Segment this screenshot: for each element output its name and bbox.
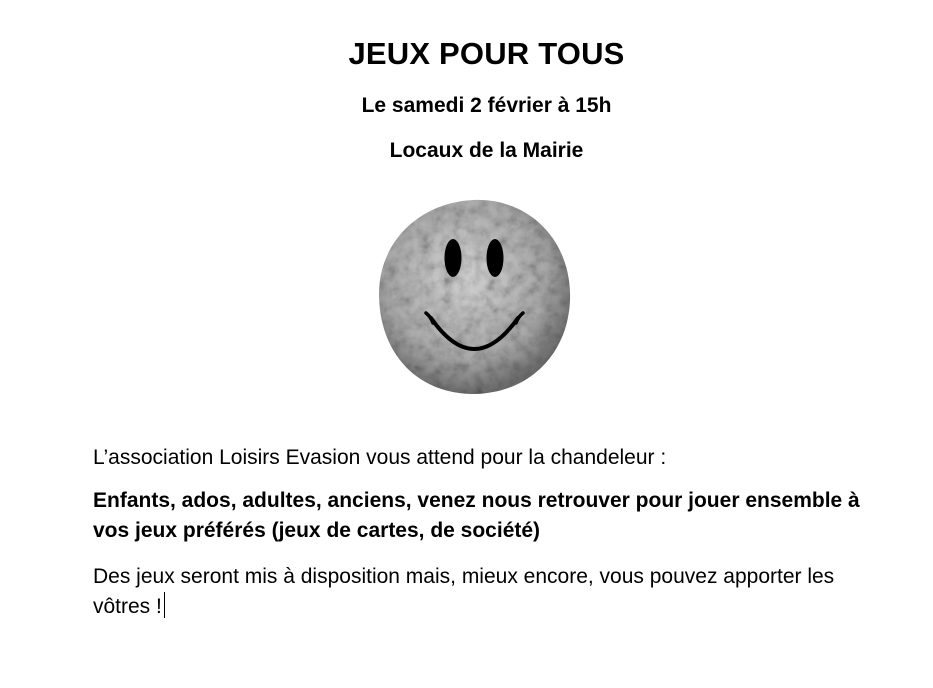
closing-paragraph[interactable] <box>93 562 883 622</box>
smiley-right-eye <box>487 239 504 277</box>
smiley-face-icon <box>376 196 572 396</box>
smiley-disc <box>379 200 570 394</box>
event-date: Le samedi 2 février à 15h <box>361 94 612 117</box>
intro-paragraph: L’association Loisirs Evasion vous attend pour la chandeleur : <box>93 446 667 469</box>
page-title: JEUX POUR TOUS <box>348 36 625 71</box>
closing-paragraph-text: Des jeux seront mis à disposition mais, mieux encore, vous pouvez apporter les vôtres ! <box>93 565 835 618</box>
event-location: Locaux de la Mairie <box>389 139 584 162</box>
smiley-left-eye <box>445 239 462 277</box>
invitation-paragraph: Enfants, ados, adultes, anciens, venez nous retrouver pour jouer ensemble à vos jeux préférés (jeux de cartes, de société) <box>93 489 860 542</box>
text-cursor <box>164 592 165 618</box>
